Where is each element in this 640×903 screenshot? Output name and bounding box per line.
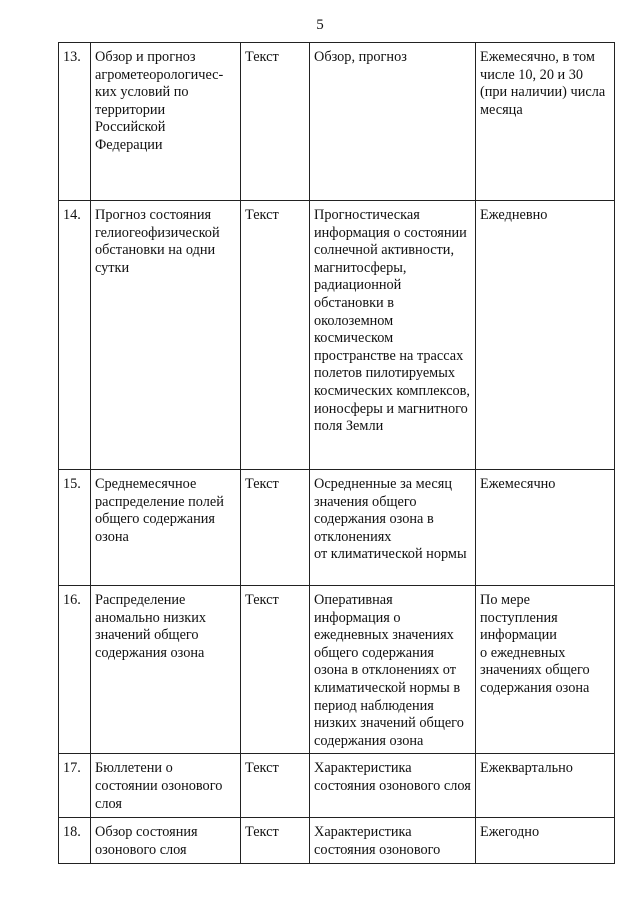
table-row: [59, 201, 615, 470]
row-number: 13.: [59, 43, 91, 201]
product-name: Среднемесячное распределение полей общего содержания озона: [91, 470, 241, 586]
product-frequency: Ежемесячно, в том числе 10, 20 и 30 (при наличии) числа месяца: [476, 43, 615, 201]
product-name: Распределение аномально низких значений общего содержания озона: [91, 586, 241, 754]
row-number: 18.: [59, 818, 91, 863]
product-frequency: Ежедневно: [476, 201, 615, 470]
product-type: Текст: [241, 470, 310, 586]
product-name: Обзор состояния озонового слоя: [91, 818, 241, 863]
row-number: 17.: [59, 754, 91, 818]
row-number: 15.: [59, 470, 91, 586]
table-row: [59, 754, 615, 818]
product-type: Текст: [241, 201, 310, 470]
product-type: Текст: [241, 43, 310, 201]
product-frequency: Ежеквартально: [476, 754, 615, 818]
product-type: Текст: [241, 818, 310, 863]
product-frequency: Ежегодно: [476, 818, 615, 863]
product-name: Бюллетени о состоянии озонового слоя: [91, 754, 241, 818]
product-type: Текст: [241, 754, 310, 818]
product-frequency: По мере поступления информации о ежедневных значениях общего содержания озона: [476, 586, 615, 754]
product-description: Характеристика состояния озонового: [310, 818, 476, 863]
row-number: 16.: [59, 586, 91, 754]
product-description: Осредненные за месяц значения общего содержания озона в отклонениях от климатической нормы: [310, 470, 476, 586]
product-type: Текст: [241, 586, 310, 754]
table-row: [59, 470, 615, 586]
table-row: [59, 43, 615, 201]
product-name: Прогноз состояния гелиогеофизической обстановки на одни сутки: [91, 201, 241, 470]
document-table: [58, 42, 615, 864]
product-description: Оперативная информация о ежедневных значениях общего содержания озона в отклонениях от климатической нормы в период наблюдения низких значений общего содержания озона: [310, 586, 476, 754]
table-row: [59, 818, 615, 863]
table-row: [59, 586, 615, 754]
product-frequency: Ежемесячно: [476, 470, 615, 586]
product-description: Характеристика состояния озонового слоя: [310, 754, 476, 818]
page-number: 5: [316, 17, 324, 33]
product-name: Обзор и прогноз агрометеорологичес-ких условий по территории Российской Федерации: [91, 43, 241, 201]
product-description: Обзор, прогноз: [310, 43, 476, 201]
row-number: 14.: [59, 201, 91, 470]
product-description: Прогностическая информация о состоянии солнечной активности, магнитосферы, радиационной обстановки в околоземном космическом пространстве на трассах полетов пилотируемых космических комплексов, ионосферы и магнитного поля Земли: [310, 201, 476, 470]
